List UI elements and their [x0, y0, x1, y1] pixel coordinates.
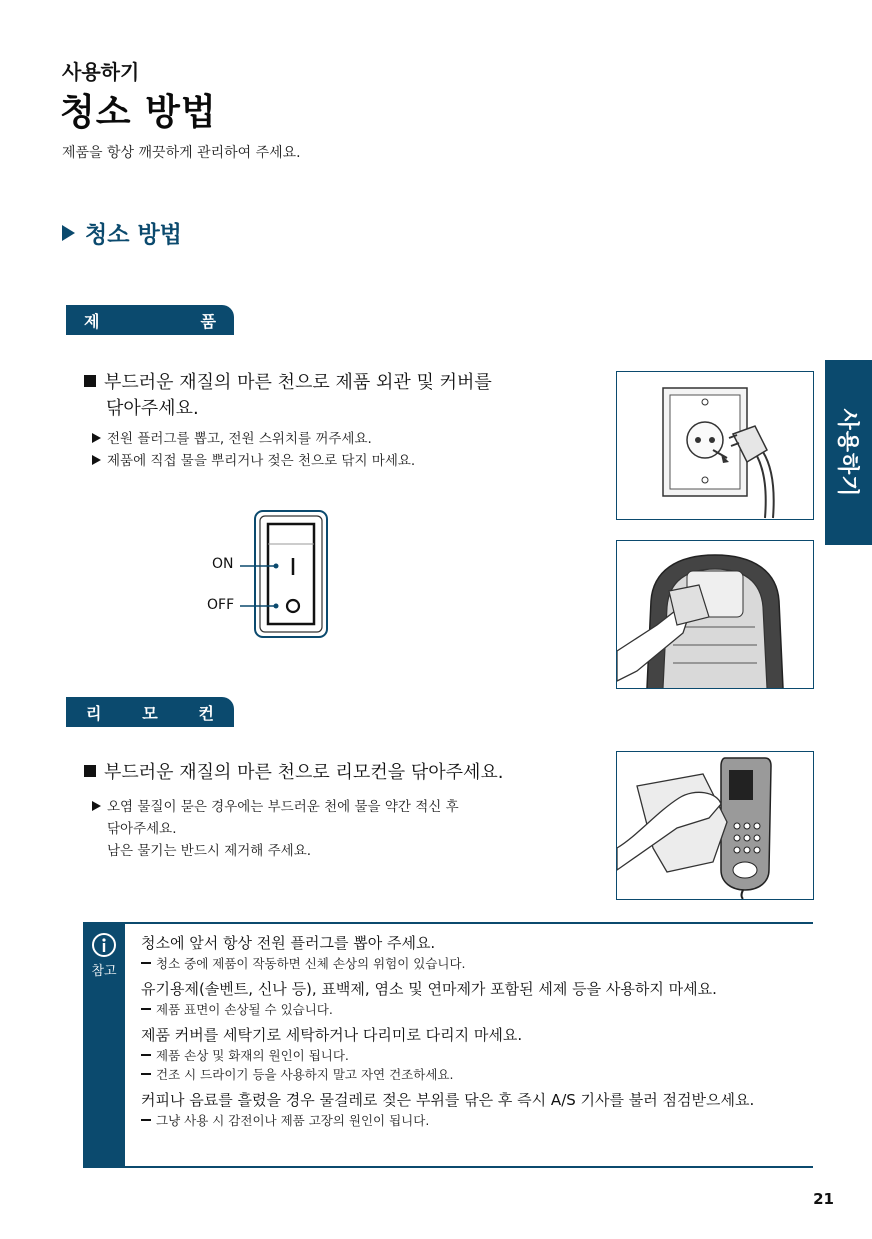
list-item-continuation: 남은 물기는 반드시 제거해 주세요. [107, 843, 312, 859]
note-sub-item: 제품 표면이 손상될 수 있습니다. [141, 1000, 807, 1019]
dash-icon [141, 1119, 151, 1121]
product-tag-char: 제 [84, 311, 100, 331]
remote-tag [66, 697, 234, 727]
list-item: 전원 플러그를 뽑고, 전원 스위치를 꺼주세요. [92, 428, 415, 450]
section-label: 사용하기 [62, 60, 140, 84]
note-content [141, 932, 807, 1130]
remote-main-instruction [84, 760, 503, 786]
note-item: 제품 커버를 세탁기로 세탁하거나 다리미로 다리지 마세요. [141, 1026, 523, 1044]
note-sub-item: 그냥 사용 시 감전이나 제품 고장의 원인이 됩니다. [141, 1111, 807, 1130]
switch-off-label: OFF [207, 597, 235, 613]
side-tab [825, 360, 872, 545]
product-sub-list [92, 428, 415, 472]
massage-chair-icon [617, 541, 813, 688]
page-subtitle: 제품을 항상 깨끗하게 관리하여 주세요. [62, 145, 301, 161]
product-main-line: 부드러운 재질의 마른 천으로 제품 외관 및 커버를 [104, 372, 492, 393]
note-item: 유기용제(솔벤트, 신나 등), 표백제, 염소 및 연마제가 포함된 세제 등을 사용하지 마세요. [141, 980, 717, 998]
arrow-bullet-icon [92, 801, 101, 811]
note-item: 청소에 앞서 항상 전원 플러그를 뽑아 주세요. [141, 934, 436, 952]
dash-icon [141, 1054, 151, 1056]
list-item-continuation: 닦아주세요. [107, 821, 177, 837]
side-tab-label: 사용하기 [834, 407, 859, 498]
remote-tag-char: 컨 [198, 703, 214, 723]
note-label: 참고 [91, 964, 117, 979]
page-title: 청소 방법 [60, 92, 217, 133]
product-tag [66, 305, 234, 335]
square-bullet-icon [84, 375, 96, 387]
note-sub-item: 건조 시 드라이기 등을 사용하지 말고 자연 건조하세요. [141, 1065, 807, 1084]
arrow-bullet-icon [92, 455, 101, 465]
power-switch-diagram [200, 508, 340, 640]
sub-heading [62, 216, 182, 249]
product-main-line: 닦아주세요. [106, 398, 199, 419]
sub-heading-text: 청소 방법 [85, 222, 182, 248]
remote-main-line: 부드러운 재질의 마른 천으로 리모컨을 닦아주세요. [104, 762, 504, 783]
product-tag-char: 품 [200, 311, 216, 331]
note-item: 커피나 음료를 흘렸을 경우 물걸레로 젖은 부위를 닦은 후 즉시 A/S 기사를 불러 점검받으세요. [141, 1091, 755, 1109]
remote-cleaning-illustration [616, 751, 814, 900]
chair-cleaning-illustration [616, 540, 814, 689]
arrow-bullet-icon [92, 433, 101, 443]
list-item: 제품에 직접 물을 뿌리거나 젖은 천으로 닦지 마세요. [92, 450, 415, 472]
switch-on-label: ON [212, 556, 234, 572]
wall-outlet-illustration [616, 371, 814, 520]
note-sub-item: 제품 손상 및 화재의 원인이 됩니다. [141, 1046, 807, 1065]
page-number: 21 [813, 1190, 834, 1208]
remote-sub-list [92, 796, 459, 862]
note-sub-item: 청소 중에 제품이 작동하면 신체 손상의 위험이 있습니다. [141, 954, 807, 973]
dash-icon [141, 962, 151, 964]
note-box [83, 922, 813, 1168]
triangle-bullet-icon [62, 225, 75, 241]
remote-tag-char: 리 [86, 703, 102, 723]
dash-icon [141, 1073, 151, 1075]
info-icon [91, 932, 117, 958]
rocker-switch-icon [200, 508, 340, 640]
plug-icon [617, 372, 813, 519]
square-bullet-icon [84, 765, 96, 777]
dash-icon [141, 1008, 151, 1010]
remote-tag-char: 모 [142, 703, 158, 723]
list-item: 오염 물질이 묻은 경우에는 부드러운 천에 물을 약간 적신 후 [92, 796, 459, 818]
remote-control-icon [617, 752, 813, 899]
note-sidebar [83, 924, 125, 1166]
product-main-instruction [84, 370, 492, 422]
